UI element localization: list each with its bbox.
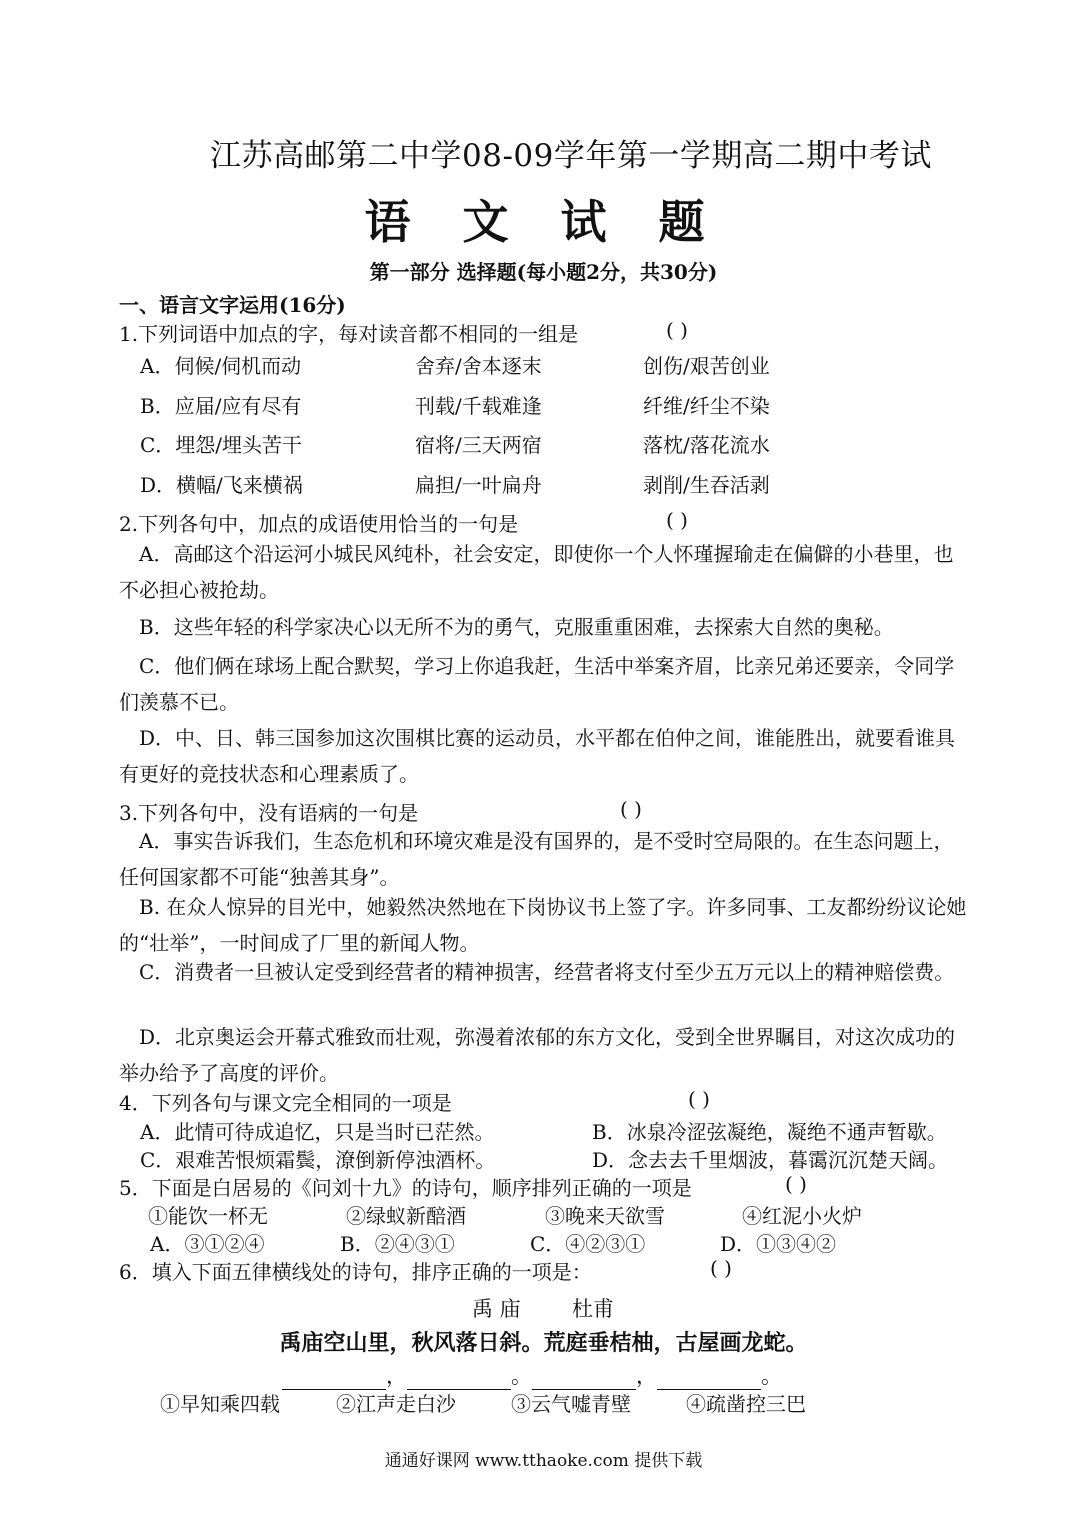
q5-stem: 5．下面是白居易的《问刘十九》的诗句，顺序排列正确的一项是	[119, 1176, 692, 1200]
q4-option-a: A．此情可待成追忆，只是当时已茫然。	[140, 1120, 495, 1144]
q6-option-3: ③云气嘘青壁	[511, 1392, 631, 1416]
q5-option-b: B．②④③①	[340, 1232, 455, 1256]
q3-stem: 3.下列各句中，没有语病的一句是	[119, 801, 419, 825]
q6-option-4: ④疏凿控三巴	[686, 1392, 806, 1416]
q4-option-b: B．冰泉冷涩弦凝绝，凝绝不通声暂歇。	[592, 1120, 947, 1144]
q2-option-a: A．高邮这个沿运河小城民风纯朴，社会安定，即使你一个人怀瑾握瑜走在偏僻的小巷里，也不必担心被抢劫。	[119, 542, 954, 602]
footer-credit: 通通好课网 www.tthaoke.com 提供下载	[384, 1451, 703, 1471]
q4-option-c: C．艰难苦恨烦霜鬓，潦倒新停浊酒杯。	[140, 1148, 496, 1172]
q1-answer-paren: ( )	[666, 318, 688, 342]
subject-title: 语 文 试 题	[364, 195, 723, 249]
q2-stem: 2.下列各句中，加点的成语使用恰当的一句是	[119, 512, 519, 536]
q1-option-a-1: A．伺候/伺机而动	[140, 354, 302, 378]
q2-option-d: D．中、日、韩三国参加这次围棋比赛的运动员，水平都在伯仲之间，谁能胜出，就要看谁具有更好的竞技状态和心理素质了。	[119, 726, 956, 786]
q3-option-b: B. 在众人惊异的目光中，她毅然决然地在下岗协议书上签了字。许多同事、工友都纷纷议论她的“壮举”，一时间成了厂里的新闻人物。	[119, 895, 967, 955]
q5-option-c: C．④②③①	[530, 1232, 646, 1256]
q5-option-d: D．①③④②	[720, 1232, 837, 1256]
q5-line-4: ④红泥小火炉	[742, 1204, 862, 1228]
q1-option-c-1: C．埋怨/埋头苦干	[140, 433, 303, 457]
q5-option-a: A．③①②④	[150, 1232, 265, 1256]
q5-line-3: ③晚来天欲雪	[545, 1204, 665, 1228]
q2-answer-paren: ( )	[666, 508, 688, 532]
q5-line-2: ②绿蚁新醅酒	[346, 1204, 466, 1228]
q4-option-d: D．念去去千里烟波，暮霭沉沉楚天阔。	[592, 1148, 949, 1172]
q4-answer-paren: ( )	[688, 1087, 710, 1111]
q3-option-c: C．消费者一旦被认定受到经营者的精神损害，经营者将支付至少五万元以上的精神赔偿费。	[139, 960, 955, 984]
section-title: 一、语言文字运用(16分)	[119, 293, 346, 317]
q1-option-b-2: 刊载/千载难逢	[415, 394, 542, 418]
poem-title: 禹 庙	[472, 1297, 521, 1321]
poem-blank-2	[407, 1367, 511, 1390]
q6-stem: 6．填入下面五律横线处的诗句，排序正确的一项是：	[119, 1260, 592, 1284]
q1-option-d-1: D．横幅/飞来横祸	[140, 473, 303, 497]
q3-option-d: D．北京奥运会开幕式雅致而壮观，弥漫着浓郁的东方文化，受到全世界瞩目，对这次成功的举办给予了高度的评价。	[119, 1025, 956, 1085]
school-title: 江苏高邮第二中学08-09学年第一学期高二期中考试	[210, 138, 932, 174]
q6-option-1: ①早知乘四载	[160, 1392, 280, 1416]
poem-blanks-row	[282, 1360, 782, 1390]
q1-option-b-1: B．应届/应有尽有	[140, 394, 302, 418]
q3-answer-paren: ( )	[620, 797, 642, 821]
q1-option-a-2: 舍弃/舍本逐末	[415, 354, 542, 378]
q6-option-2: ②江声走白沙	[336, 1392, 456, 1416]
q2-option-c: C．他们俩在球场上配合默契，学习上你追我赶，生活中举案齐眉，比亲兄弟还要亲，令同学们羡慕不已。	[119, 654, 955, 714]
q1-option-b-3: 纤维/纤尘不染	[643, 394, 770, 418]
q4-stem: 4．下列各句与课文完全相同的一项是	[119, 1091, 452, 1115]
q5-answer-paren: ( )	[785, 1172, 807, 1196]
q1-stem: 1.下列词语中加点的字，每对读音都不相同的一组是	[119, 322, 579, 346]
q6-answer-paren: ( )	[710, 1256, 732, 1280]
poem-blank-3	[532, 1367, 636, 1390]
q1-option-c-3: 落枕/落花流水	[643, 433, 770, 457]
poem-period-1: 。	[511, 1364, 532, 1388]
q3-option-a: A．事实告诉我们，生态危机和环境灾难是没有国界的，是不受时空局限的。在生态问题上，任何国家都不可能“独善其身”。	[119, 829, 954, 889]
poem-comma-2: ，	[636, 1364, 657, 1388]
q5-line-1: ①能饮一杯无	[148, 1204, 268, 1228]
poem-comma-1: ，	[386, 1364, 407, 1388]
q1-option-a-3: 创伤/艰苦创业	[643, 354, 770, 378]
poem-blank-1	[282, 1367, 386, 1390]
poem-line: 禹庙空山里，秋风落日斜。荒庭垂桔柚，古屋画龙蛇。	[279, 1331, 808, 1356]
poem-author: 杜甫	[572, 1297, 614, 1321]
q1-option-c-2: 宿将/三天两宿	[415, 433, 542, 457]
poem-blank-4	[657, 1367, 761, 1390]
q2-option-b: B．这些年轻的科学家决心以无所不为的勇气，克服重重困难，去探索大自然的奥秘。	[139, 615, 894, 639]
q1-option-d-2: 扁担/一叶扁舟	[415, 473, 542, 497]
part-title: 第一部分 选择题(每小题2分，共30分)	[369, 260, 718, 284]
poem-period-2: 。	[761, 1364, 782, 1388]
q1-option-d-3: 剥削/生吞活剥	[643, 473, 770, 497]
